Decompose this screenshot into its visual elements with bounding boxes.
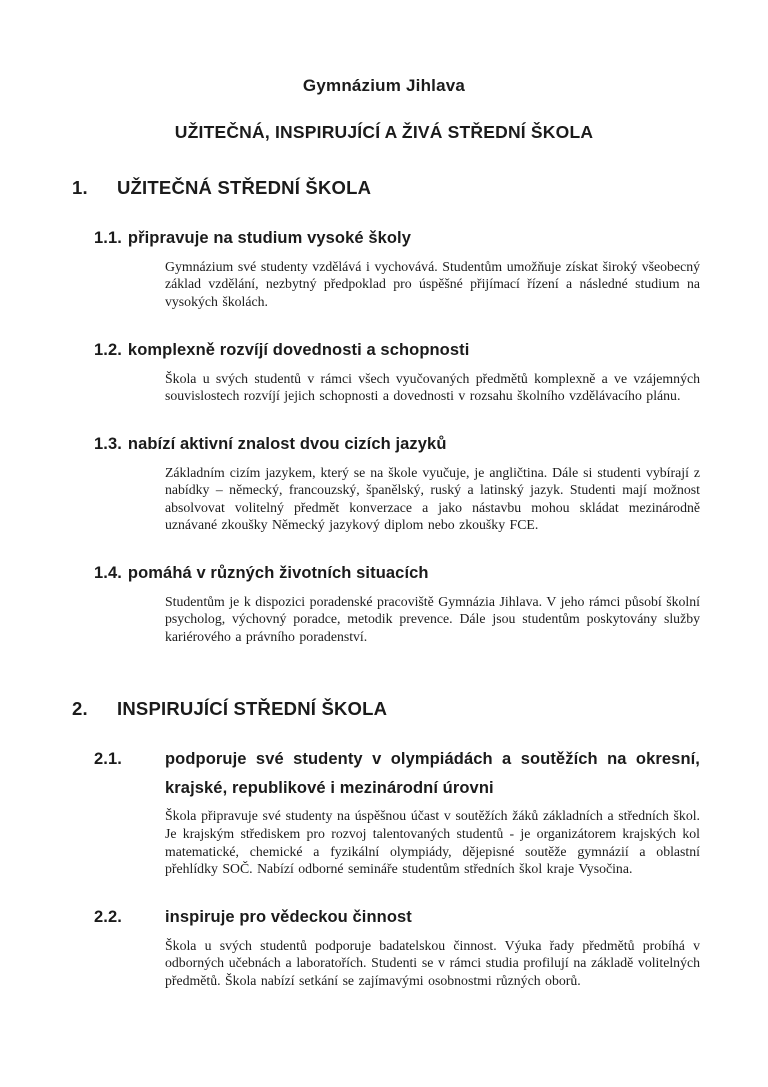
subsection-title: komplexně rozvíjí dovednosti a schopnosti	[127, 340, 470, 359]
subsection-list	[0, 745, 768, 990]
subsection-paragraph: Gymnázium své studenty vzdělává i vychovává. Studentům umožňuje získat široký všeobecný základ vzdělání, nezbytný předpoklad pro úspěšné přijímací řízení a následné studium na vysokých školách.	[165, 258, 700, 310]
document-title: Gymnázium Jihlava	[302, 76, 466, 95]
subsection-heading	[94, 559, 700, 588]
section-heading	[72, 698, 700, 720]
subsection-heading	[94, 224, 700, 253]
subsection-number: 1.2.	[94, 340, 122, 359]
subsection-number: 1.1.	[94, 229, 122, 247]
subsection	[0, 745, 768, 878]
subsection	[0, 903, 768, 990]
subsection-heading	[94, 430, 700, 459]
section	[0, 177, 768, 646]
section-title: UŽITEČNÁ STŘEDNÍ ŠKOLA	[117, 177, 372, 198]
subsection-paragraph: Škola připravuje své studenty na úspěšnou účast v soutěžích žáků základních a středních škol. Je krajským střediskem pro rozvoj talentovaných studentů - je organizátorem krajských kol matematické, chemické a fyzikální olympiády, dějepisné soutěže gymnázií a oblastní přehlídky SOČ. Nabízí odborné semináře studentům středních škol kraje Vysočina.	[165, 808, 700, 877]
subsection-title: inspiruje pro vědeckou činnost	[165, 907, 412, 926]
section-number: 1.	[72, 177, 88, 198]
subsection-list	[0, 224, 768, 646]
subsection-number: 2.1.	[94, 749, 122, 768]
section-number: 2.	[72, 697, 88, 719]
subsection-title: pomáhá v různých životních situacích	[127, 563, 429, 582]
section-heading	[72, 177, 700, 199]
document-subtitle: UŽITEČNÁ, INSPIRUJÍCÍ A ŽIVÁ STŘEDNÍ ŠKOLA	[174, 122, 594, 142]
subsection-title: nabízí aktivní znalost dvou cizích jazyků	[127, 434, 447, 453]
subsection-paragraph: Škola u svých studentů v rámci všech vyučovaných předmětů komplexně a ve vzájemných souvislostech rozvíjí jejich schopnosti a dovednosti v rozsahu školního vzdělávacího plánu.	[165, 370, 700, 404]
subsection-title: připravuje na studium vysoké školy	[127, 229, 412, 247]
subsection	[0, 224, 768, 311]
subsection-number: 2.2.	[94, 907, 122, 926]
subsection-heading	[94, 903, 700, 932]
document-sections	[0, 177, 768, 989]
section	[0, 698, 768, 990]
section-title: INSPIRUJÍCÍ STŘEDNÍ ŠKOLA	[117, 697, 388, 719]
subsection	[0, 336, 768, 405]
subsection-heading	[94, 745, 700, 803]
subsection	[0, 430, 768, 534]
subsection-title: podporuje své studenty v olympiádách a soutěžích na okresní, krajské, republikové i mezinárodní úrovni	[165, 749, 700, 797]
subsection	[0, 559, 768, 646]
subsection-paragraph: Škola u svých studentů podporuje badatelskou činnost. Výuka řady předmětů probíhá v odborných učebnách a laboratořích. Studenti se v rámci studia profilují na základě volitelných předmětů. Škola nabízí setkání se zajímavými osobnostmi různých oborů.	[165, 937, 700, 988]
subsection-number: 1.3.	[94, 434, 122, 453]
subsection-paragraph: Studentům je k dispozici poradenské pracoviště Gymnázia Jihlava. V jeho rámci působí školní psycholog, výchovný poradce, metodik prevence. Dále jsou studentům poskytovány služby kariérového a právního poradenství.	[165, 593, 700, 645]
subsection-heading	[94, 336, 700, 365]
subsection-number: 1.4.	[94, 563, 122, 582]
subsection-paragraph: Základním cizím jazykem, který se na škole vyučuje, je angličtina. Dále si studenti vybírají z nabídky – německý, francouzský, španělský, ruský a latinský jazyk. Studenti mají možnost absolvovat volitelný předmět konverzace a jako nástavbu mohou skládat mezinárodně uznávané zkoušky Německý jazykový diplom nebo zkoušky FCE.	[165, 464, 700, 533]
